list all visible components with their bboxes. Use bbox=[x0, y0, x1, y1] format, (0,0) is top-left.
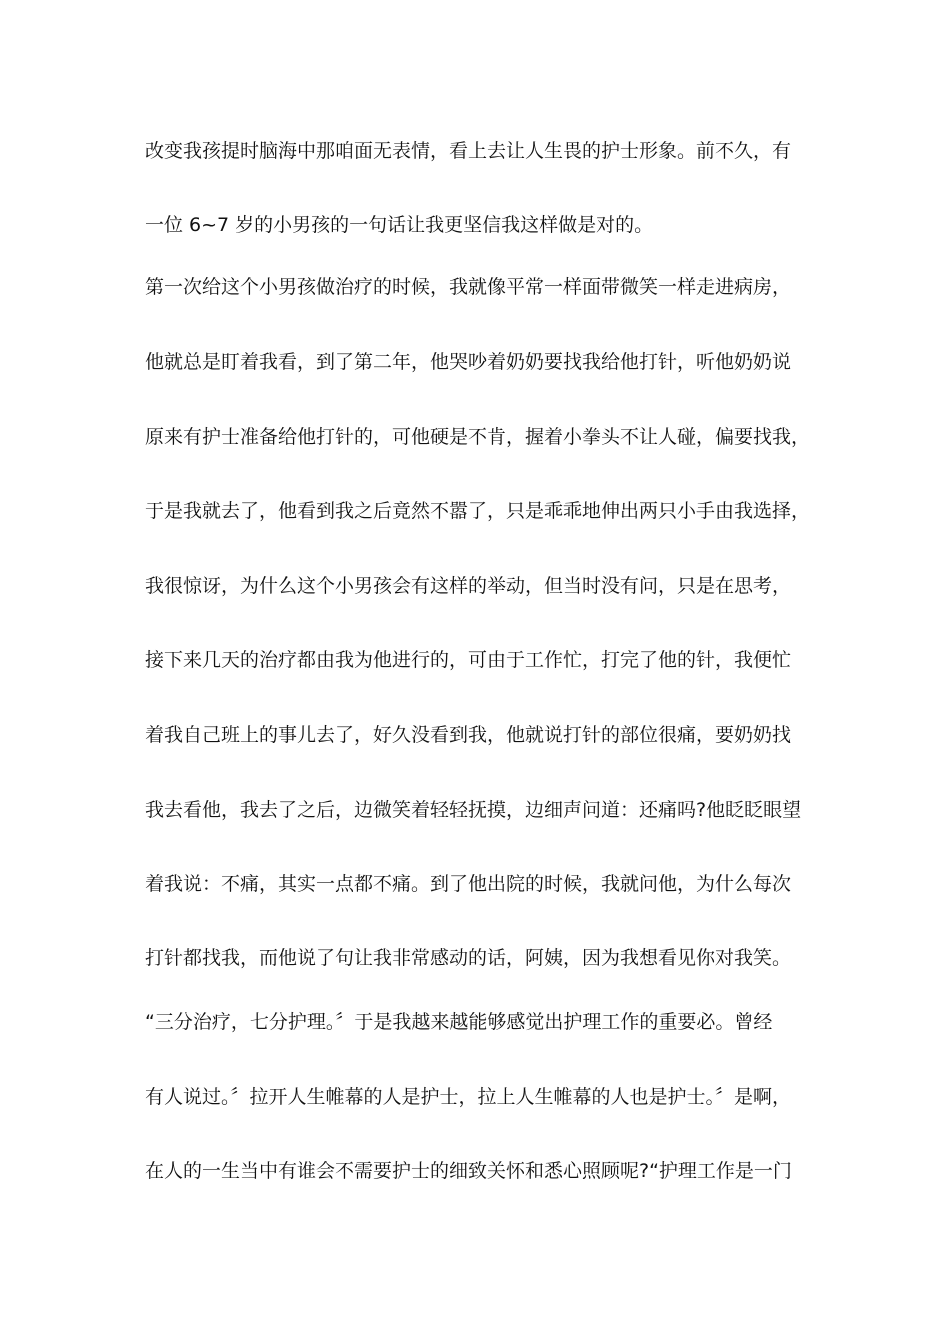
text-line-9: 着我自己班上的事儿去了，好久没看到我，他就说打针的部位很痛，要奶奶找 bbox=[145, 724, 792, 746]
text-line-3: 第一次给这个小男孩做治疗的时候，我就像平常一样面带微笑一样走进病房， bbox=[145, 276, 792, 298]
text-line-6: 于是我就去了，他看到我之后竟然不嚣了，只是乖乖地伸出两只小手由我选择， bbox=[145, 500, 811, 522]
text-line-7: 我很惊讶，为什么这个小男孩会有这样的举动，但当时没有问，只是在思考， bbox=[145, 575, 792, 597]
text-line-14: 有人说过。〞拉开人生帷幕的人是护士，拉上人生帷幕的人也是护士。〞是啊， bbox=[145, 1086, 792, 1108]
text-line-4: 他就总是盯着我看，到了第二年，他哭吵着奶奶要找我给他打针，听他奶奶说 bbox=[145, 351, 792, 373]
text-line-15: 在人的一生当中有谁会不需要护士的细致关怀和悉心照顾呢?“护理工作是一门 bbox=[145, 1160, 792, 1182]
text-line-10: 我去看他，我去了之后，边微笑着轻轻抚摸，边细声问道：还痛吗?他眨眨眼望 bbox=[145, 799, 802, 821]
text-line-11: 着我说：不痛，其实一点都不痛。到了他出院的时候，我就问他，为什么每次 bbox=[145, 873, 792, 895]
text-line-5: 原来有护士准备给他打针的，可他硬是不肯，握着小拳头不让人碰，偏要找我， bbox=[145, 426, 811, 448]
text-line-12: 打针都找我，而他说了句让我非常感动的话，阿姨，因为我想看见你对我笑。 bbox=[145, 947, 792, 969]
text-line-2: 一位 6~7 岁的小男孩的一句话让我更坚信我这样做是对的。 bbox=[145, 214, 654, 236]
text-line-1: 改变我孩提时脑海中那咱面无表情，看上去让人生畏的护士形象。前不久，有 bbox=[145, 140, 792, 162]
text-line-13: “三分治疗，七分护理。〞于是我越来越能够感觉出护理工作的重要必。曾经 bbox=[145, 1011, 773, 1033]
text-line-8: 接下来几天的治疗都由我为他进行的，可由于工作忙，打完了他的针，我便忙 bbox=[145, 649, 792, 671]
